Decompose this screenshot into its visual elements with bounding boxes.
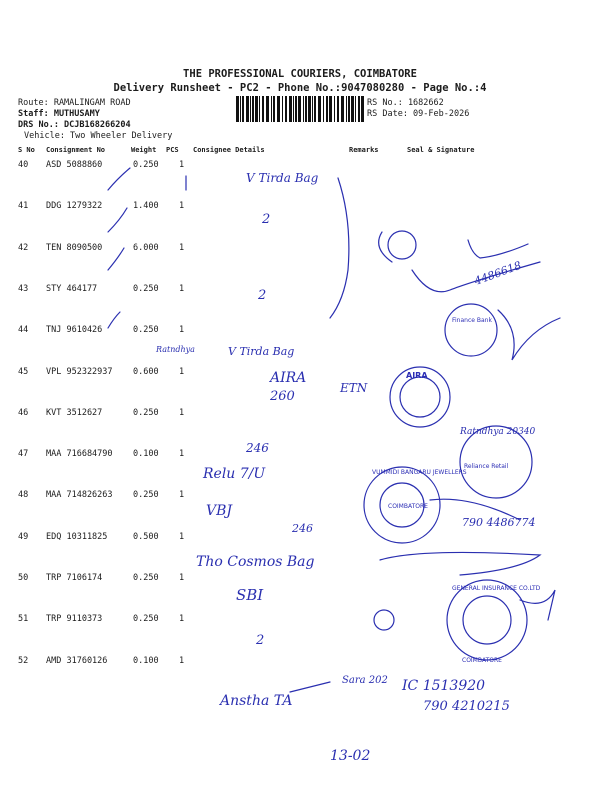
barcode-bar bbox=[341, 96, 344, 122]
hw-row48b: 246 bbox=[292, 522, 313, 535]
stamp-aira-text: AIRA bbox=[406, 371, 428, 380]
hw-bottom-date: 13-02 bbox=[330, 748, 371, 764]
hw-row45c: 260 bbox=[270, 389, 295, 404]
row-consignment: STY 464177 bbox=[46, 284, 98, 294]
barcode-bar bbox=[236, 96, 239, 122]
vehicle-label: Vehicle: Two Wheeler Delivery bbox=[24, 131, 173, 141]
route-label: Route: RAMALINGAM ROAD bbox=[18, 98, 131, 108]
hw-row46: 246 bbox=[246, 441, 269, 455]
signature-stroke bbox=[468, 240, 528, 258]
barcode-bar bbox=[298, 96, 301, 122]
hw-row52a: Anstha TA bbox=[220, 693, 293, 709]
col-consignee: Consignee Details bbox=[193, 146, 265, 154]
row-consignment: MAA 714826263 bbox=[46, 490, 113, 500]
barcode-bar bbox=[329, 96, 332, 122]
hw-row52c: 790 4210215 bbox=[423, 699, 510, 714]
hw-row40: V Tirda Bag bbox=[246, 171, 319, 185]
hw-row50: SBI bbox=[236, 586, 264, 604]
col-weight: Weight bbox=[131, 146, 157, 154]
tick-mark bbox=[108, 248, 124, 270]
row-pcs: 1 bbox=[179, 614, 185, 624]
signature-stroke bbox=[430, 499, 520, 520]
row-weight: 0.250 bbox=[133, 614, 159, 624]
row-consignment: DDG 1279322 bbox=[46, 201, 103, 211]
row-sno: 41 bbox=[18, 201, 29, 211]
tick-mark bbox=[108, 312, 120, 328]
barcode-bar bbox=[277, 96, 280, 122]
vummidi-stamp-inner bbox=[380, 483, 424, 527]
signature-loop bbox=[388, 231, 416, 259]
row-weight: 0.250 bbox=[133, 490, 159, 500]
aira-stamp-ring bbox=[390, 367, 450, 427]
barcode-bar bbox=[346, 96, 347, 122]
barcode-bar bbox=[285, 96, 287, 122]
row-consignment: AMD 31760126 bbox=[46, 656, 108, 666]
hw-row51: 2 bbox=[256, 633, 265, 648]
barcode-bar bbox=[312, 96, 313, 122]
row-sno: 40 bbox=[18, 160, 29, 170]
barcode-bar bbox=[295, 96, 297, 122]
row-sno: 45 bbox=[18, 367, 29, 377]
row-pcs: 1 bbox=[179, 532, 185, 542]
col-pcs: PCS bbox=[166, 146, 179, 154]
row-sno: 42 bbox=[18, 243, 29, 253]
row-consignment: TNJ 9610426 bbox=[46, 325, 103, 335]
row-weight: 0.100 bbox=[133, 656, 159, 666]
row-weight: 0.250 bbox=[133, 284, 159, 294]
row-sno: 47 bbox=[18, 449, 29, 459]
hw-row44: V Tirda Bag bbox=[228, 345, 295, 358]
barcode-bar bbox=[326, 96, 328, 122]
col-consignment: Consignment No bbox=[46, 146, 106, 154]
drs-label: DRS No.: DCJB168266204 bbox=[18, 120, 131, 130]
aira-stamp-inner bbox=[400, 377, 440, 417]
col-seal-signature: Seal & Signature bbox=[407, 146, 475, 154]
staff-label: Staff: MUTHUSAMY bbox=[18, 109, 100, 119]
barcode-bar bbox=[358, 96, 360, 122]
barcode-bar bbox=[355, 96, 356, 122]
hw-row41: 2 bbox=[262, 212, 271, 227]
hw-row48a: VBJ bbox=[206, 503, 233, 519]
row-weight: 0.500 bbox=[133, 532, 159, 542]
hw-row52b: IC 1513920 bbox=[402, 678, 486, 694]
row-weight: 0.250 bbox=[133, 573, 159, 583]
barcode-bar bbox=[262, 96, 264, 122]
stamp-finance-text: Finance Bank bbox=[452, 317, 492, 324]
reliance-stamp-ring bbox=[460, 426, 532, 498]
barcode-bar bbox=[242, 96, 244, 122]
row-consignment: TRP 7106174 bbox=[46, 573, 103, 583]
barcode-bar bbox=[250, 96, 251, 122]
row-sno: 44 bbox=[18, 325, 29, 335]
row-sno: 46 bbox=[18, 408, 29, 418]
rs-date: RS Date: 09-Feb-2026 bbox=[367, 109, 470, 119]
row-weight: 0.250 bbox=[133, 160, 159, 170]
row-pcs: 1 bbox=[179, 243, 185, 253]
row-pcs: 1 bbox=[179, 490, 185, 500]
barcode-bar bbox=[334, 96, 335, 122]
barcode-bar bbox=[351, 96, 354, 122]
stamp-insurance-city: COIMBATORE bbox=[462, 657, 502, 664]
row-pcs: 1 bbox=[179, 573, 185, 583]
col-remarks: Remarks bbox=[349, 146, 379, 154]
stamp-vummidi-text: VUMMIDI BANGARU JEWELLERS bbox=[372, 469, 467, 476]
row-consignment: TRP 9110373 bbox=[46, 614, 103, 624]
row-pcs: 1 bbox=[179, 201, 185, 211]
pen-stroke bbox=[290, 682, 330, 692]
hw-row45b: ETN bbox=[340, 381, 368, 395]
hw-row43: 2 bbox=[258, 288, 267, 303]
row-consignment: TEN 8090500 bbox=[46, 243, 103, 253]
row-pcs: 1 bbox=[179, 656, 185, 666]
barcode-bar bbox=[273, 96, 275, 122]
hw-signature-2: 790 4486774 bbox=[462, 516, 536, 529]
barcode-bar bbox=[240, 96, 241, 122]
row-pcs: 1 bbox=[179, 449, 185, 459]
stamp-insurance-text: GENERAL INSURANCE CO.LTD bbox=[452, 585, 541, 592]
row-sno: 49 bbox=[18, 532, 29, 542]
finance-stamp-ring bbox=[445, 304, 497, 356]
barcode-bar bbox=[255, 96, 258, 122]
col-sno: S No bbox=[18, 146, 35, 154]
barcode-bar bbox=[246, 96, 249, 122]
hw-row44b: Ratndhya bbox=[156, 345, 195, 354]
barcode-bar bbox=[337, 96, 339, 122]
row-consignment: EDQ 10311825 bbox=[46, 532, 108, 542]
row-sno: 51 bbox=[18, 614, 29, 624]
barcode-bar bbox=[266, 96, 269, 122]
barcode-bar bbox=[318, 96, 321, 122]
hw-row47: Relu 7/U bbox=[203, 466, 266, 482]
row-consignment: KVT 3512627 bbox=[46, 408, 103, 418]
row-sno: 52 bbox=[18, 656, 29, 666]
row-weight: 0.600 bbox=[133, 367, 159, 377]
row-weight: 0.250 bbox=[133, 408, 159, 418]
barcode-bar bbox=[305, 96, 307, 122]
row-pcs: 1 bbox=[179, 160, 185, 170]
signature-stroke bbox=[380, 552, 540, 575]
row-weight: 0.250 bbox=[133, 325, 159, 335]
barcode-bar bbox=[259, 96, 260, 122]
barcode-bar bbox=[303, 96, 304, 122]
row-consignment: MAA 716684790 bbox=[46, 449, 113, 459]
row-pcs: 1 bbox=[179, 367, 185, 377]
row-weight: 0.100 bbox=[133, 449, 159, 459]
runsheet-title: Delivery Runsheet - PC2 - Phone No.:9047080280 - Page No.:4 bbox=[113, 82, 487, 94]
hw-row45a: AIRA bbox=[270, 370, 307, 386]
tick-mark bbox=[108, 208, 127, 232]
row-sno: 50 bbox=[18, 573, 29, 583]
hw-sara: Sara 202 bbox=[342, 675, 388, 686]
barcode-bar bbox=[308, 96, 311, 122]
row-pcs: 1 bbox=[179, 408, 185, 418]
company-title: THE PROFESSIONAL COURIERS, COIMBATORE bbox=[183, 68, 417, 80]
hw-row49: Tho Cosmos Bag bbox=[196, 554, 315, 570]
signature-stroke bbox=[498, 310, 560, 360]
row-consignment: VPL 952322937 bbox=[46, 367, 113, 377]
barcode-bar bbox=[361, 96, 364, 122]
row-sno: 48 bbox=[18, 490, 29, 500]
barcode-bar bbox=[282, 96, 283, 122]
barcode bbox=[236, 96, 364, 122]
stamp-vummidi-city: COIMBATORE bbox=[388, 503, 428, 510]
barcode-bar bbox=[314, 96, 316, 122]
insurance-stamp-inner bbox=[463, 596, 511, 644]
signature-stroke bbox=[520, 590, 555, 620]
bracket-line bbox=[330, 178, 349, 318]
row-weight: 6.000 bbox=[133, 243, 159, 253]
barcode-bar bbox=[271, 96, 272, 122]
row-weight: 1.400 bbox=[133, 201, 159, 211]
rs-number: RS No.: 1682662 bbox=[367, 98, 444, 108]
stamp-reliance-text: Reliance Retail bbox=[464, 463, 509, 470]
row-pcs: 1 bbox=[179, 325, 185, 335]
signature-loop bbox=[374, 610, 394, 630]
tick-mark bbox=[108, 168, 130, 190]
insurance-stamp-ring bbox=[447, 580, 527, 660]
barcode-bar bbox=[323, 96, 324, 122]
signature-stroke bbox=[379, 232, 392, 262]
row-consignment: ASD 5088860 bbox=[46, 160, 103, 170]
vummidi-stamp-ring bbox=[364, 467, 440, 543]
row-sno: 43 bbox=[18, 284, 29, 294]
barcode-bar bbox=[348, 96, 350, 122]
hw-reliance-sign: Ratndhya 20340 bbox=[460, 427, 536, 437]
hw-signature-1: 4486618 bbox=[472, 258, 524, 288]
row-pcs: 1 bbox=[179, 284, 185, 294]
signature-stroke bbox=[412, 262, 540, 292]
barcode-bar bbox=[252, 96, 254, 122]
barcode-bar bbox=[289, 96, 292, 122]
barcode-bar bbox=[293, 96, 294, 122]
